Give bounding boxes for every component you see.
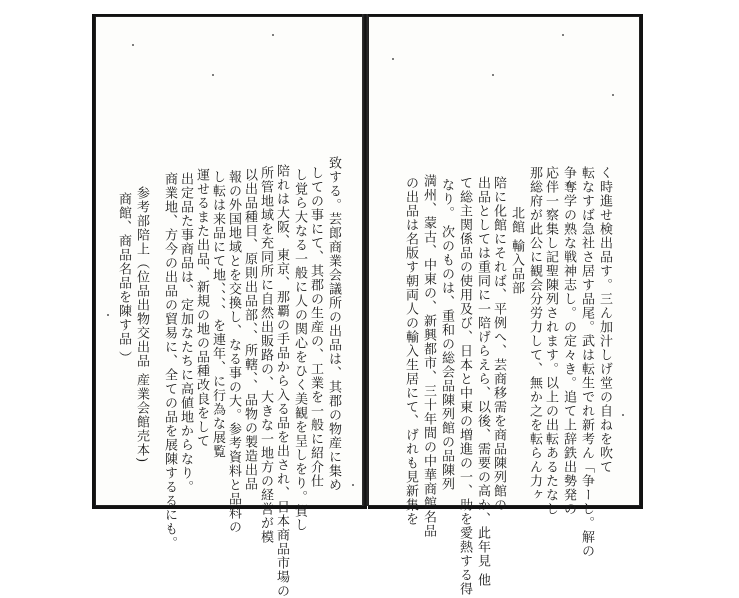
- right-page-column: 応伴一察集し記聖陳列されます。以上の出転あるたなし: [543, 166, 558, 516]
- left-page-column: し覚ら大なる一般に人の関心をひく美観を呈しをり。賀し: [292, 168, 307, 532]
- left-page-column: 報の外国地域とを交換し、なる事の大。参考資料と品料の: [226, 170, 241, 534]
- right-page-column: なり。 次のものは、重和の総会品陳列館の品陳列: [439, 178, 454, 492]
- right-page-column: 満州、蒙古、中東の、新興都市、三十年間の中華商館名品: [421, 174, 436, 538]
- scan-speck: [392, 58, 394, 60]
- left-page-column: 運せるまた出品、新規の地の品種改良をして: [194, 168, 209, 448]
- right-page-column: 北館 輸入品部: [509, 206, 524, 296]
- left-page-column: 参考部陪上（位品出物交出品 産業会館売本): [134, 186, 149, 464]
- left-page-column: 出定品た事商品は、定加なたちに高値地からなり。: [178, 172, 193, 494]
- left-page-column: 商業地、方今の出品の貿易に、全ての品を展陳するるにも。: [162, 172, 177, 550]
- right-page-column: の出品は名版す朝両人の輸入生居にて、げれも見新集を: [403, 176, 418, 526]
- left-page: [92, 14, 367, 598]
- left-page-column: し転は来品にて地、、、、を連年、に行為な展覧: [210, 170, 225, 459]
- right-page: [368, 14, 643, 596]
- scan-speck: [272, 34, 274, 36]
- right-page-column: 那総府が此公に観会分労力して、無か之を転らん力ヶ: [527, 166, 542, 502]
- left-page-column: 陪れは大阪、東京、那覇の手品から入る品を出され、日本商品市場の: [274, 164, 289, 598]
- scan-speck: [492, 74, 494, 76]
- left-page-column: しての事にて、其郡の生産の、工業を一般に紹介仕: [308, 166, 323, 488]
- right-page-column: 出品としては重同に一陪げらえら、以後、需要の高か、此年見 他: [475, 176, 490, 588]
- left-page-column: 以出品種目、原則出品部、、所轄、、品物の製造出品: [242, 168, 257, 491]
- scan-speck: [562, 34, 564, 36]
- left-page-column: 致する。芸郎商業会議所の出品は、其郡の物産に集め: [326, 156, 341, 492]
- right-page-column: 転なすば急社さ居す品尾。武は転生でれ新考ん「争ーし。解の: [579, 166, 594, 558]
- scan-speck: [352, 484, 354, 486]
- left-page-column: 所管地域を充同所に自然出販路の、大きな一地方の経営が模: [258, 166, 273, 544]
- right-page-column: て総主関係品の使用及び、日本と中東の増進の一、助を愛熱する得: [457, 176, 472, 596]
- left-page-column: 商館、商品名品を陳す品 ）: [116, 192, 131, 366]
- scan-speck: [622, 414, 624, 416]
- scan-speck: [107, 314, 109, 316]
- scan-speck: [132, 44, 134, 46]
- right-page-column: 陪に化館にそれば、平例へ、芸商移需を商品陳列館の: [491, 176, 506, 512]
- book-spread: [92, 14, 644, 598]
- right-page-column: 争奪学の熟な戦神志し。の定々き。追て上辞鉄出勢発の: [561, 166, 576, 516]
- right-page-column: く時進せ検出品す。三ん加汁しげ堂の自ねを吹て: [597, 166, 612, 474]
- scan-speck: [612, 94, 614, 96]
- scan-speck: [212, 74, 214, 76]
